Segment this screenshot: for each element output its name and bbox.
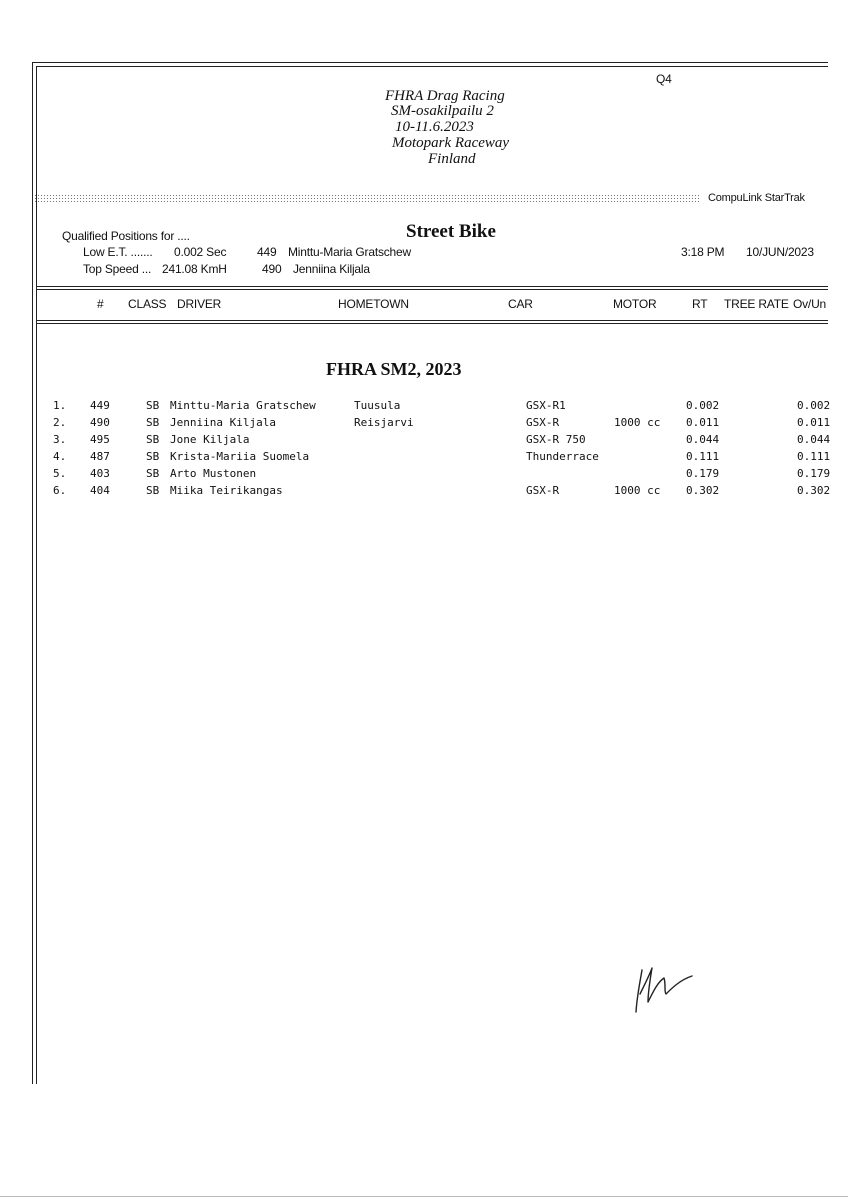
- row-rt: 0.044: [686, 433, 720, 446]
- event-subtitle: SM-osakilpailu 2: [391, 103, 494, 119]
- event-country: Finland: [428, 151, 476, 167]
- col-car: CAR: [508, 297, 533, 311]
- section-title: FHRA SM2, 2023: [326, 359, 462, 379]
- row-position: 5.: [53, 467, 67, 480]
- row-class: SB: [146, 433, 160, 446]
- row-position: 1.: [53, 399, 67, 412]
- header-rule-bottom-2: [36, 323, 828, 324]
- row-class: SB: [146, 416, 160, 429]
- row-position: 4.: [53, 450, 67, 463]
- report-time: 3:18 PM: [681, 245, 725, 259]
- top-speed-value: 241.08 KmH: [162, 262, 227, 276]
- col-class: CLASS: [128, 297, 167, 311]
- row-number: 487: [90, 450, 110, 463]
- col-driver: DRIVER: [177, 297, 222, 311]
- row-rt: 0.111: [686, 450, 720, 463]
- row-ov-un: 0.179: [797, 467, 831, 480]
- row-hometown: Reisjarvi: [354, 416, 414, 429]
- row-driver: Krista-Mariia Suomela: [170, 450, 310, 463]
- row-ov-un: 0.111: [797, 450, 831, 463]
- class-title: Street Bike: [406, 221, 496, 242]
- event-venue: Motopark Raceway: [392, 135, 510, 151]
- row-number: 403: [90, 467, 110, 480]
- row-class: SB: [146, 467, 160, 480]
- brand-label: CompuLink StarTrak: [708, 192, 805, 204]
- col-num: #: [97, 297, 104, 311]
- table-row: [0, 399, 848, 416]
- top-speed-number: 490: [262, 262, 282, 276]
- table-row: [0, 450, 848, 467]
- dotted-divider: [34, 194, 699, 202]
- row-rt: 0.179: [686, 467, 720, 480]
- signature: [628, 962, 708, 1022]
- col-ov-un: Ov/Un: [793, 297, 827, 311]
- table-row: [0, 484, 848, 501]
- frame-top-inner: [36, 66, 828, 67]
- row-ov-un: 0.011: [797, 416, 831, 429]
- row-class: SB: [146, 484, 160, 497]
- top-speed-driver: Jenniina Kiljala: [293, 262, 370, 276]
- row-rt: 0.002: [686, 399, 720, 412]
- row-number: 404: [90, 484, 110, 497]
- qualified-label: Qualified Positions for ....: [62, 229, 190, 243]
- low-et-driver: Minttu-Maria Gratschew: [288, 245, 411, 259]
- header-rule-top-2: [36, 289, 828, 290]
- low-et-number: 449: [257, 245, 277, 259]
- col-hometown: HOMETOWN: [338, 297, 409, 311]
- row-car: GSX-R: [526, 416, 560, 429]
- row-car: Thunderrace: [526, 450, 599, 463]
- row-driver: Jone Kiljala: [170, 433, 250, 446]
- header-rule-top-1: [36, 286, 828, 287]
- low-et-value: 0.002 Sec: [174, 245, 227, 259]
- row-position: 6.: [53, 484, 67, 497]
- low-et-label: Low E.T. .......: [83, 245, 153, 259]
- row-car: GSX-R1: [526, 399, 566, 412]
- row-number: 449: [90, 399, 110, 412]
- row-car: GSX-R: [526, 484, 560, 497]
- header-rule-bottom-1: [36, 320, 828, 321]
- col-rt: RT: [692, 297, 708, 311]
- event-dates: 10-11.6.2023: [395, 119, 474, 135]
- frame-top-outer: [32, 62, 828, 63]
- row-class: SB: [146, 450, 160, 463]
- row-ov-un: 0.302: [797, 484, 831, 497]
- row-driver: Minttu-Maria Gratschew: [170, 399, 316, 412]
- row-class: SB: [146, 399, 160, 412]
- row-number: 495: [90, 433, 110, 446]
- row-position: 2.: [53, 416, 67, 429]
- top-speed-label: Top Speed ...: [83, 262, 152, 276]
- col-motor: MOTOR: [613, 297, 657, 311]
- table-row: [0, 433, 848, 450]
- frame-left-outer: [32, 62, 33, 1084]
- row-motor: 1000 cc: [614, 416, 661, 429]
- row-driver: Miika Teirikangas: [170, 484, 283, 497]
- table-row: [0, 416, 848, 433]
- table-row: [0, 467, 848, 484]
- row-position: 3.: [53, 433, 67, 446]
- row-driver: Jenniina Kiljala: [170, 416, 276, 429]
- row-ov-un: 0.002: [797, 399, 831, 412]
- col-tree-rate: TREE RATE: [724, 297, 789, 311]
- report-date: 10/JUN/2023: [746, 245, 814, 259]
- row-rt: 0.302: [686, 484, 720, 497]
- row-number: 490: [90, 416, 110, 429]
- row-hometown: Tuusula: [354, 399, 401, 412]
- row-car: GSX-R 750: [526, 433, 586, 446]
- frame-left-inner: [36, 66, 37, 1084]
- report-code: Q4: [656, 72, 672, 86]
- event-title: FHRA Drag Racing: [385, 88, 505, 104]
- row-rt: 0.011: [686, 416, 720, 429]
- row-motor: 1000 cc: [614, 484, 661, 497]
- row-driver: Arto Mustonen: [170, 467, 257, 480]
- page-bottom-edge: [0, 1196, 848, 1197]
- row-ov-un: 0.044: [797, 433, 831, 446]
